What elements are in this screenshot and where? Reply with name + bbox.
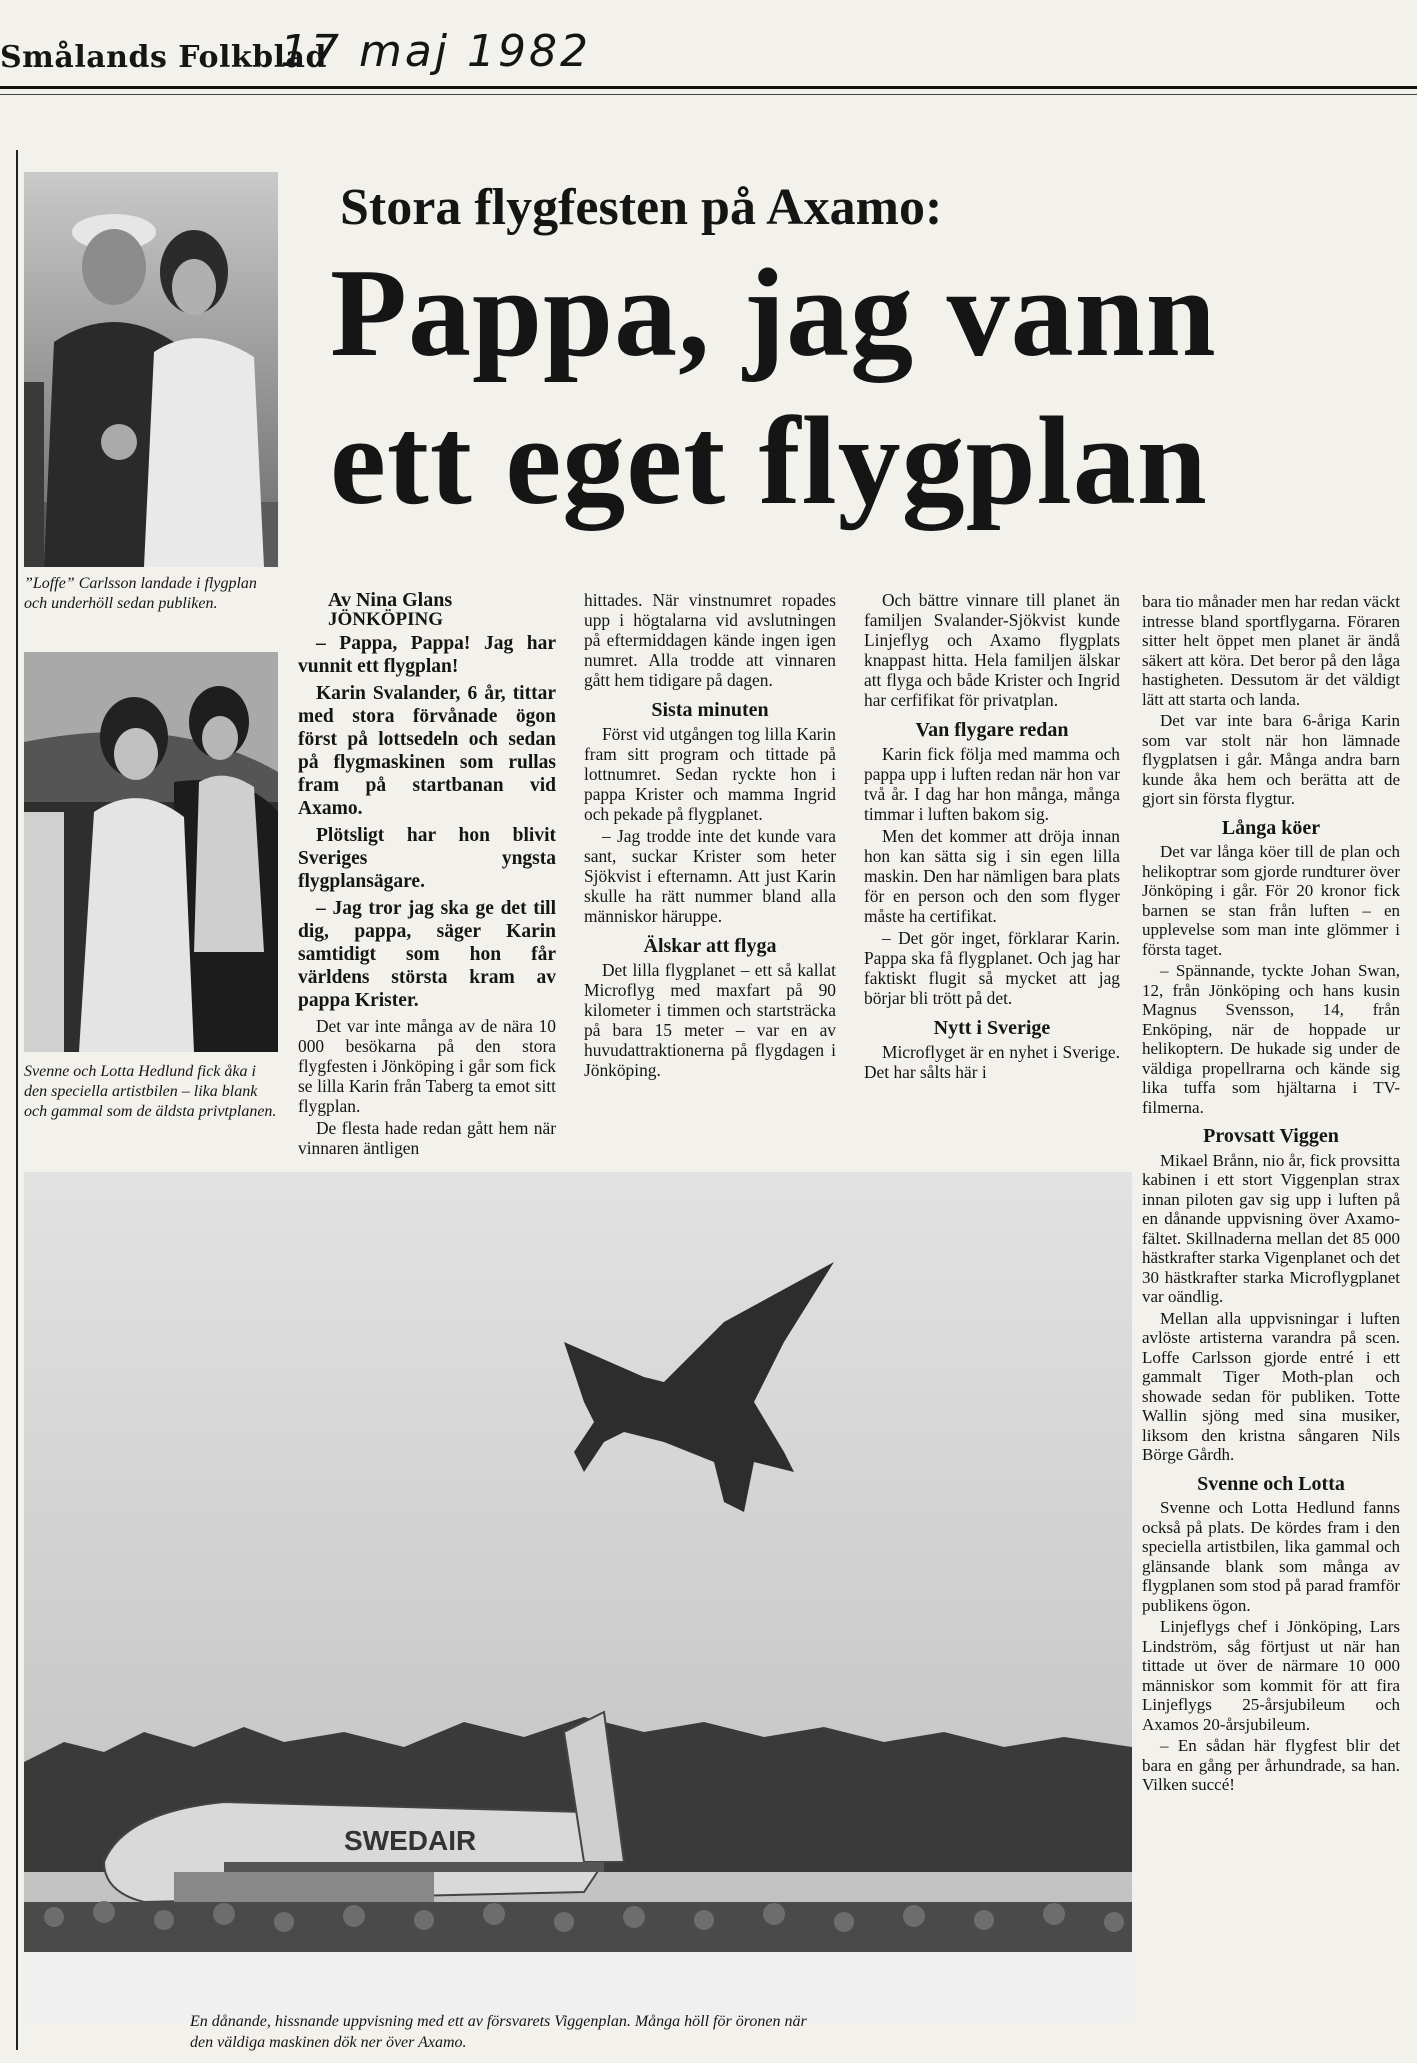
aircraft-livery-text: SWEDAIR — [344, 1825, 477, 1856]
handwritten-date: 17 maj 1982 — [280, 26, 591, 77]
headline-line-2: ett eget flygplan — [330, 392, 1208, 531]
photo-svenne-lotta-image — [24, 652, 278, 1052]
article-column-1 — [298, 590, 556, 1160]
lead-paragraph: Plötsligt har hon blivit Sveriges yngsta flygplansägare. — [298, 825, 556, 892]
caption-loffe: ”Loffe” Carlsson landade i flygplan och underhöll sedan publiken. — [24, 575, 257, 612]
photo-loffe-carlsson-image — [24, 172, 278, 567]
lead-paragraph: – Jag tror jag ska ge det till dig, pappa, säger Karin samtidigt som hon får världens största kram av pappa Krister. — [298, 898, 556, 1011]
masthead-rule-thin — [0, 94, 1417, 95]
masthead-rule — [0, 86, 1417, 89]
body-paragraph: Mikael Brånn, nio år, fick provsitta kabinen i ett stort Viggenplan strax innan piloten gav sig upp i luften på en dånande uppvisning över Axamo-fältet. Skillnaderna mellan det 85 000 hästkrafter starka Vigenplanet och det 30 hästkrafter starka Microflygplanet var oändlig. — [1142, 1150, 1400, 1306]
newspaper-name: Smålands Folkblad — [0, 40, 327, 75]
body-paragraph: Det lilla flygplanet – ett så kallat Microflyg med maxfart på 90 kilometer i timmen och startsträcka på bara 15 meter – var en av huvudattraktionerna på flygdagen i Jönköping. — [584, 960, 836, 1080]
caption-viggen-line1: En dånande, hissnande uppvisning med ett av försvarets Viggenplan. Många höll för öronen när — [190, 2013, 807, 2030]
photo-viggen-airshow-image — [24, 1172, 1132, 2022]
subheading-sista-minuten: Sista minuten — [651, 699, 769, 721]
subheading-langa-koer: Långa köer — [1221, 816, 1321, 839]
caption-viggen-line2: den väldiga maskinen dök ner över Axamo. — [190, 2034, 467, 2051]
body-paragraph: bara tio månader men har redan väckt intresse bland sportflygarna. Föraren sitter helt öppet men planet är ändå säkert att köra. Det beror på den låga hastigheten. Dessutom är det väldigt lätt att starta och landa. — [1142, 592, 1400, 709]
photo-viggen-airshow — [24, 1172, 1132, 2022]
body-paragraph: Linjeflygs chef i Jönköping, Lars Lindström, såg förtjust ut när han tittade ut över de närmare 10 000 människor som kommit för att fira Linjeflygs 25-årsjubileum och Axamos 20-årsjubileum. — [1142, 1617, 1400, 1734]
subheading-provsatt-viggen: Provsatt Viggen — [1203, 1125, 1339, 1147]
article-column-3 — [864, 590, 1120, 1084]
subheading-van-flygare-redan: Van flygare redan — [915, 719, 1069, 741]
body-paragraph: Karin fick följa med mamma och pappa upp i luften redan när hon var två år. I dag har hon många, många timmar i luften bakom sig. — [864, 744, 1120, 824]
body-paragraph: Men det kommer att dröja innan hon kan sätta sig i sin egen lilla maskin. Den har nämligen bara plats för en person och den som flyger måste ha certifikat. — [864, 826, 1120, 926]
dateline: JÖNKÖPING — [328, 609, 444, 630]
main-headline — [330, 240, 1380, 536]
article-column-2 — [584, 590, 836, 1082]
caption-svenne-lotta: Svenne och Lotta Hedlund fick åka i den speciella artistbilen – lika blank och gammal som de äldsta privtplanen. — [24, 1063, 277, 1120]
photo-svenne-lotta — [24, 652, 278, 1052]
body-paragraph: Svenne och Lotta Hedlund fanns också på plats. De kördes fram i den speciella artistbilen, lika gammal och glänsande blank som många av flygplanen som stod på parad framför publikens ögon. — [1142, 1498, 1400, 1615]
subheading-svenne-och-lotta: Svenne och Lotta — [1197, 1472, 1345, 1495]
body-paragraph: Och bättre vinnare till planet än familjen Svalander-Sjökvist kunde Linjeflyg och Axamo flygplats knappast hitta. Hela familjen älskar att flyga och både Krister och Ingrid har cerfifikat för privatplan. — [864, 590, 1120, 710]
headline-kicker: Stora flygfesten på Axamo: — [340, 179, 943, 236]
lead-paragraph: Karin Svalander, 6 år, tittar med stora förvånade ögon först på lottsedeln och sedan på flygmaskinen som rullas fram på startbanan vid Axamo. — [298, 683, 556, 819]
body-paragraph: – En sådan här flygfest blir det bara en gång per århundrade, sa han. Vilken succé! — [1142, 1736, 1400, 1794]
body-paragraph: – Det gör inget, förklarar Karin. Pappa ska få flygplanet. Och jag har faktiskt flugit så mycket att jag börjar bli trött på det. — [864, 928, 1120, 1008]
body-paragraph: De flesta hade redan gått hem när vinnaren äntligen — [298, 1118, 556, 1158]
body-paragraph: Mellan alla uppvisningar i luften avlöste artisterna varandra på scen. Loffe Carlsson gjorde entré i ett gammalt Tiger Moth-plan och showade sedan för publiken. Totte Wallin sjöng med sina musiker, liksom den kristna sångaren Nils Börge Gårdh. — [1142, 1308, 1400, 1464]
body-paragraph: Det var inte bara 6-åriga Karin som var stolt när hon lämnade flygplatsen i går. Många andra barn kunde åka hem och berätta att de gjort sin första flygtur. — [1142, 711, 1400, 808]
body-paragraph: Det var inte många av de nära 10 000 besökarna på den stora flygfesten i Jönköping i går som fick se lilla Karin från Taberg ta emot sitt flygplan. — [298, 1016, 556, 1116]
body-paragraph: Först vid utgången tog lilla Karin fram sitt program och tittade på lottnumret. Sedan ryckte hon i pappa Krister och mamma Ingrid och pekade på flygplanet. — [584, 724, 836, 824]
body-paragraph: – Spännande, tyckte Johan Swan, 12, från Jönköping och hans kusin Magnus Svensson, 14, från Enköping, när de hoppade ur helikoptern. De hukade sig under de väldiga propellrarna och kände sig lika tuffa som hjältarna i TV-filmerna. — [1142, 961, 1400, 1117]
lead-paragraph: – Pappa, Pappa! Jag har vunnit ett flygplan! — [298, 633, 556, 677]
article-column-4 — [1142, 592, 1400, 1797]
byline: Av Nina Glans — [328, 589, 453, 611]
body-paragraph: Det var långa köer till de plan och helikoptrar som gjorde rundturer över Jönköping i går. För 20 kronor fick barnen se stan från luften – en upplevelse som man inte glömmer i första taget. — [1142, 842, 1400, 959]
photo-loffe-carlsson — [24, 172, 278, 567]
body-paragraph: – Jag trodde inte det kunde vara sant, suckar Krister som heter Sjökvist i efternamn. Att just Karin skulle ha rätt nummer bland alla människor häruppe. — [584, 826, 836, 926]
headline-line-1: Pappa, jag vann — [330, 244, 1217, 383]
body-paragraph: hittades. När vinstnumret ropades upp i högtalarna vid avslutningen på eftermiddagen kände ingen igen numret. Alla trodde att vinnaren gått hem tidigare på dagen. — [584, 590, 836, 690]
body-paragraph: Microflyget är en nyhet i Sverige. Det har sålts här i — [864, 1042, 1120, 1082]
subheading-alskar-att-flyga: Älskar att flyga — [643, 935, 777, 957]
masthead — [0, 26, 1417, 90]
subheading-nytt-i-sverige: Nytt i Sverige — [933, 1017, 1051, 1039]
